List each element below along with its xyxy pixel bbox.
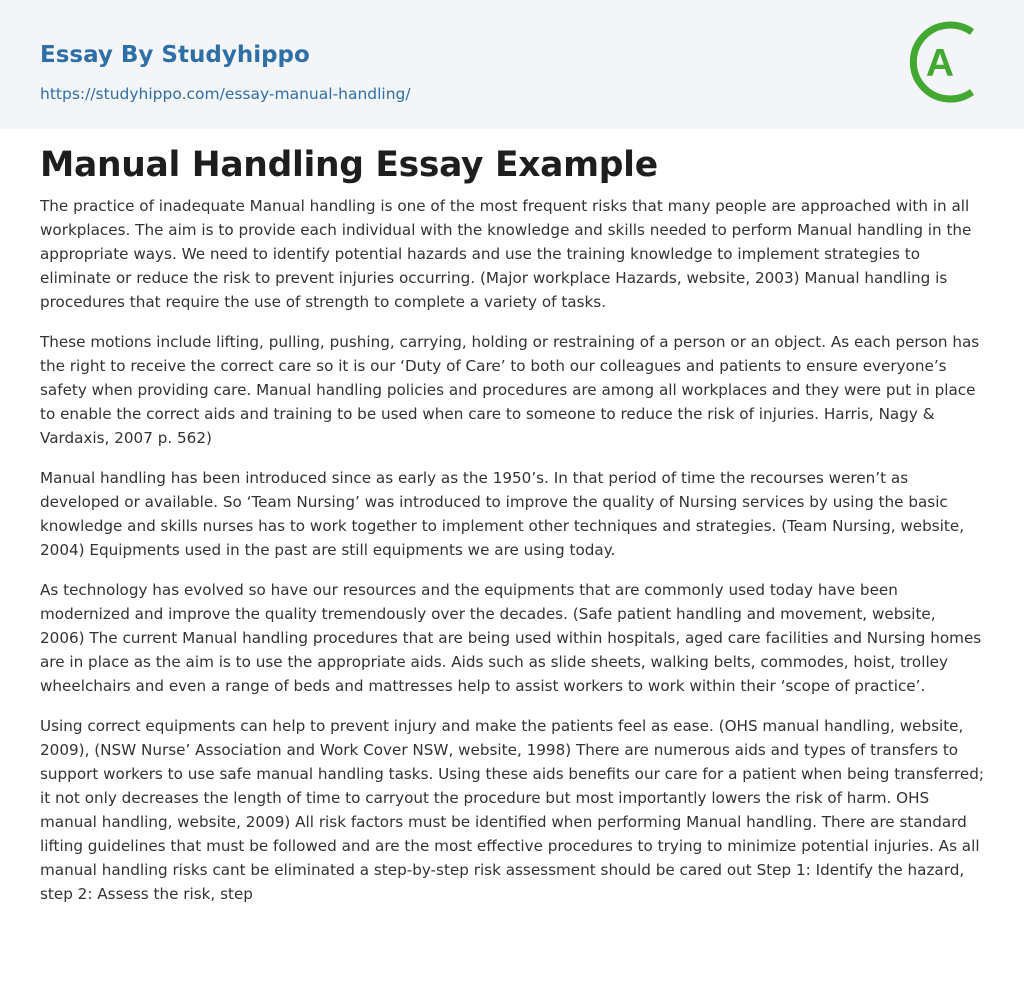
essay-paragraph-1: The practice of inadequate Manual handling is one of the most frequent risks that many people are approached with in all workplaces. The aim is to provide each individual with the knowledge and skills needed to perform Manual handling in the appropriate ways. We need to identify potential hazards and use the training knowledge to implement strategies to eliminate or reduce the risk to prevent injuries occurring. (Major workplace Hazards, website, 2003) Manual handling is procedures that require the use of strength to complete a variety of tasks.: [40, 197, 972, 311]
essay-url-link[interactable]: https://studyhippo.com/essay-manual-handling/: [40, 85, 411, 103]
essay-paragraph-3: Manual handling has been introduced since as early as the 1950’s. In that period of time the recourses weren’t as developed or available. So ‘Team Nursing’ was introduced to improve the quality of Nursing services by using the basic knowledge and skills nurses has to work together to implement other techniques and strategies. (Team Nursing, website, 2004) Equipments used in the past are still equipments we are using today.: [40, 469, 965, 559]
essay-paragraph-4: As technology has evolved so have our resources and the equipments that are commonly used today have been modernized and improve the quality tremendously over the decades. (Safe patient handling and movement, website, 2006) The current Manual handling procedures that are being used within hospitals, aged care facilities and Nursing homes are in place as the aim is to use the appropriate aids. Aids such as slide sheets, walking belts, commodes, hoist, trolley wheelchairs and even a range of beds and mattresses help to assist workers to work within their ‘scope of practice’.: [40, 581, 982, 695]
logo-letter: A: [925, 42, 955, 85]
essay-body: [40, 194, 984, 922]
page-title: Manual Handling Essay Example: [40, 145, 658, 185]
essay-paragraph-2: These motions include lifting, pulling, pushing, carrying, holding or restraining of a person or an object. As each person has the right to receive the correct care so it is our ‘Duty of Care’ to both our colleagues and patients to ensure everyone’s safety when providing care. Manual handling policies and procedures are among all workplaces and they were put in place to enable the correct aids and training to be used when care to someone to reduce the risk of injuries. Harris, Nagy & Vardaxis, 2007 p. 562): [40, 333, 980, 447]
studyhippo-logo-icon[interactable]: [906, 18, 990, 106]
essay-paragraph-5: Using correct equipments can help to prevent injury and make the patients feel as ease. (OHS manual handling, website, 2009), (NSW Nurse’ Association and Work Cover NSW, website, 1998) There are numerous aids and types of transfers to support workers to use safe manual handling tasks. Using these aids benefits our care for a patient when being transferred; it not only decreases the length of time to carryout the procedure but most importantly lowers the risk of harm. OHS manual handling, website, 2009) All risk factors must be identified when performing Manual handling. There are standard lifting guidelines that must be followed and are the most effective procedures to trying to minimize potential injuries. As all manual handling risks cant be eliminated a step-by-step risk assessment should be cared out Step 1: Identify the hazard, step 2: Assess the risk, step: [40, 717, 984, 903]
brand-title[interactable]: Essay By Studyhippo: [40, 42, 310, 68]
site-header: [0, 0, 1024, 129]
